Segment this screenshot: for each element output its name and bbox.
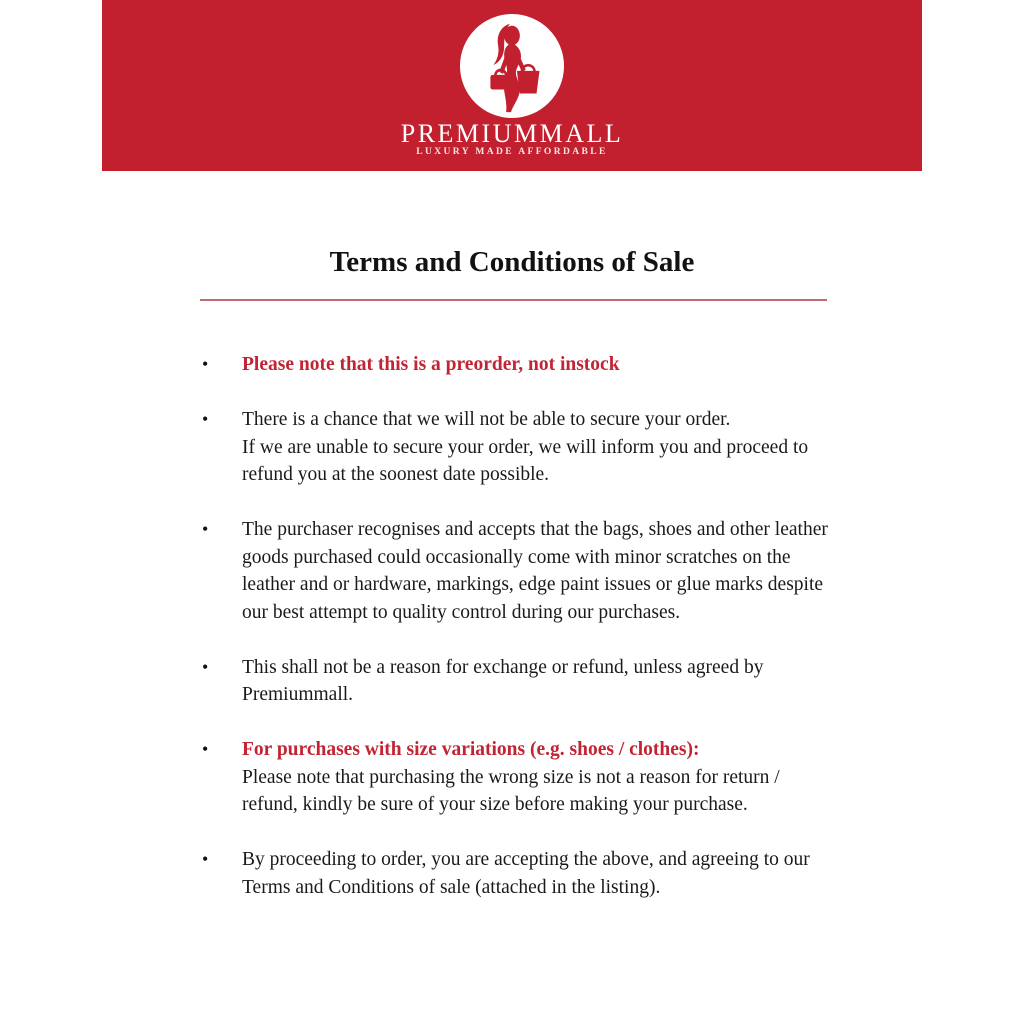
bullet-marker: • [202, 354, 209, 374]
terms-item-highlight: Please note that this is a preorder, not instock [242, 354, 620, 375]
woman-silhouette-icon [459, 13, 565, 119]
terms-item-text [242, 406, 834, 489]
terms-list-item [202, 846, 834, 901]
terms-list-item [202, 736, 834, 819]
terms-item-line: The purchaser recognises and accepts that the bags, shoes and other leather goods purchased could occasionally come with minor scratches on the leather and or hardware, markings, edge paint issues or glue marks despite our best attempt to quality control during our purchases. [242, 519, 828, 623]
title-divider [200, 299, 827, 301]
terms-item-text [242, 516, 834, 626]
brand-tagline: LUXURY MADE AFFORDABLE [416, 147, 608, 157]
terms-list-item [202, 516, 834, 626]
terms-item-line: There is a chance that we will not be able to secure your order. [242, 409, 731, 430]
terms-list-item [202, 654, 834, 709]
brand-banner [102, 0, 922, 171]
terms-item-text [242, 654, 834, 709]
terms-item-text [242, 351, 834, 379]
terms-item-text [242, 846, 834, 901]
terms-list-item [202, 351, 834, 379]
brand-name: PREMIUMMALL [400, 119, 624, 148]
bullet-marker: • [202, 519, 209, 539]
premiummall-logo [459, 13, 565, 119]
terms-item-line: This shall not be a reason for exchange or refund, unless agreed by Premiummall. [242, 656, 764, 705]
bullet-marker: • [202, 739, 209, 759]
terms-item-line: Please note that purchasing the wrong size is not a reason for return / refund, kindly be sure of your size before making your purchase. [242, 766, 780, 815]
bullet-marker: • [202, 849, 209, 869]
terms-item-text [242, 736, 834, 819]
terms-item-line: If we are unable to secure your order, we will inform you and proceed to refund you at the soonest date possible. [242, 436, 809, 485]
terms-list-item [202, 406, 834, 489]
terms-item-highlight: For purchases with size variations (e.g. shoes / clothes): [242, 739, 700, 760]
bullet-marker: • [202, 656, 209, 677]
page-title: Terms and Conditions of Sale [329, 246, 695, 278]
terms-list [202, 351, 834, 929]
terms-item-line: By proceeding to order, you are accepting the above, and agreeing to our Terms and Conditions of sale (attached in the listing). [242, 849, 810, 898]
bullet-marker: • [202, 409, 209, 429]
